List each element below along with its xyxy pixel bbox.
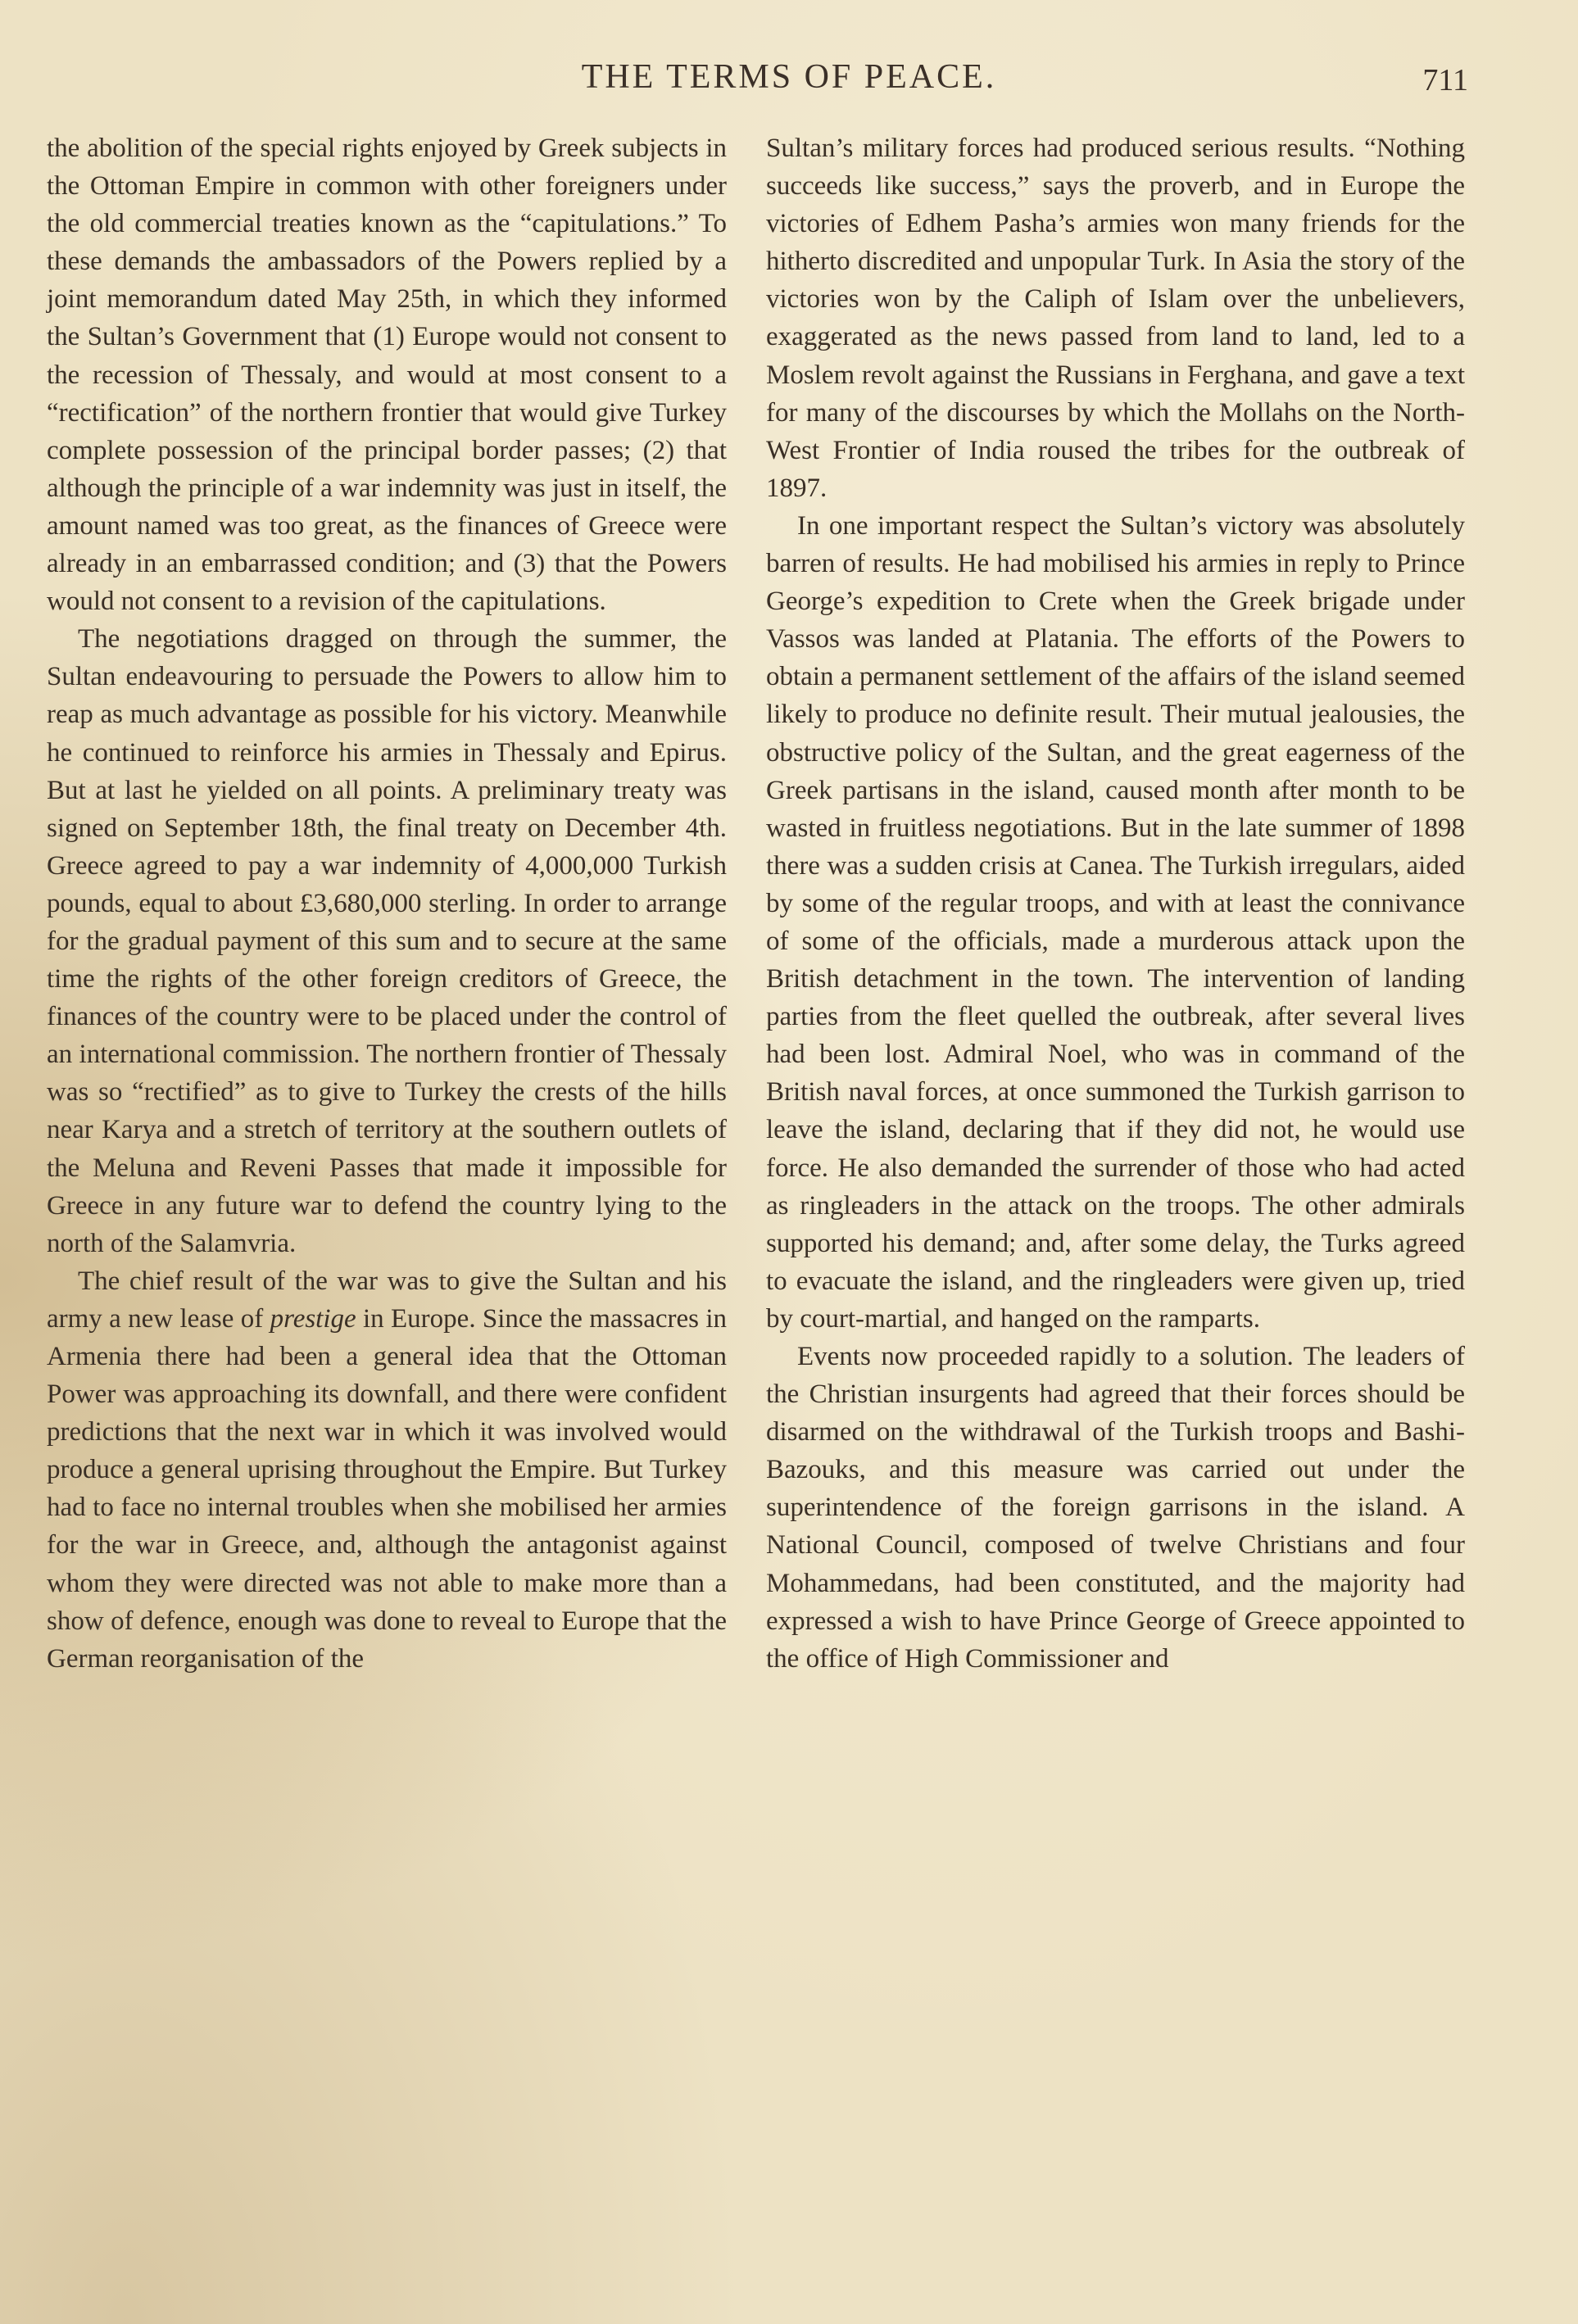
page-number: 711 [1422,63,1468,97]
paragraph [47,1262,727,1678]
paragraph: Events now proceeded rapidly to a solution. The leaders of the Christian insurgents had agreed that their forces should be disarmed on the withdrawal of the Turkish troops and Bashi-Bazouks, and this measure was carried out under the superintendence of the foreign garrisons in the island. A National Council, composed of twelve Christians and four Mohammedans, had been constituted, and the majority had expressed a wish to have Prince George of Greece appointed to the office of High Commissioner and [766,1342,1465,1674]
paragraph: Sultan’s military forces had produced serious results. “Nothing succeeds like success,” says the proverb, and in Europe the victories of Edhem Pasha’s armies won many friends for the hitherto discredited and unpopular Turk. In Asia the story of the victories won by the Caliph of Islam over the unbelievers, exaggerated as the news passed from land to land, led to a Moslem revolt against the Russians in Ferghana, and gave a text for many of the discourses by which the Mollahs on the North-West Frontier of India roused the tribes for the outbreak of 1897. [766,134,1465,503]
left-column [47,129,727,1678]
paragraph: In one important respect the Sultan’s victory was absolutely barren of results. He had mobilised his armies in reply to Prince George’s expedition to Crete when the Greek brigade under Vassos was landed at Platania. The efforts of the Powers to obtain a permanent settlement of the affairs of the island seemed likely to produce no definite result. Their mutual jealousies, the obstructive policy of the Sultan, and the great eagerness of the Greek partisans in the island, caused month after month to be wasted in fruitless negotiations. But in the late summer of 1898 there was a sudden crisis at Canea. The Turkish irregulars, aided by some of the regular troops, and with at least the connivance of some of the officials, made a murderous attack upon the British detachment in the town. The intervention of landing parties from the fleet quelled the outbreak, after several lives had been lost. Admiral Noel, who was in command of the British naval forces, at once summoned the Turkish garrison to leave the island, declaring that if they did not, he would use force. He also demanded the surrender of those who had acted as ringleaders in the attack on the troops. The other admirals supported his demand; and, after some delay, the Turks agreed to evacuate the island, and the ringleaders were given up, tried by court-martial, and hanged on the ramparts. [766,510,1465,1334]
paragraph: the abolition of the special rights enjoyed by Greek subjects in the Ottoman Empire in common with other foreigners under the old commercial treaties known as the “capitulations.” To these demands the ambassadors of the Powers replied by a joint memorandum dated May 25th, in which they informed the Sultan’s Government that (1) Europe would not consent to the recession of Thessaly, and would at most consent to a “rectification” of the northern frontier that would give Turkey complete possession of the principal border passes; (2) that although the principle of a war indemnity was just in itself, the amount named was too great, as the finances of Greece were already in an embarrassed condition; and (3) that the Powers would not consent to a revision of the capitulations. [47,134,727,617]
right-column [766,129,1465,1678]
paragraph: The negotiations dragged on through the summer, the Sultan endeavouring to persuade the Powers to allow him to reap as much advantage as possible for his victory. Meanwhile he continued to reinforce his armies in Thessaly and Epirus. But at last he yielded on all points. A preliminary treaty was signed on September 18th, the final treaty on December 4th. Greece agreed to pay a war indemnity of 4,000,000 Turkish pounds, equal to about £3,680,000 sterling. In order to arrange for the gradual payment of this sum and to secure at the same time the rights of the other foreign creditors of Greece, the finances of the country were to be placed under the control of an international commission. The northern frontier of Thessaly was so “rectified” as to give to Turkey the crests of the hills near Karya and a stretch of territory at the southern outlets of the Meluna and Reveni Passes that made it impossible for Greece in any future war to defend the country lying to the north of the Salamvria. [47,624,727,1258]
italic-word: prestige [270,1303,356,1334]
page-header [0,57,1578,106]
paragraph-text: in Europe. Since the massacres in Armenia there had been a general idea that the Ottoman Power was approaching its downfall, and there were confident predictions that the next war in which it was involved would produce a general uprising throughout the Empire. But Turkey had to face no internal troubles when she mobilised her armies for the war in Greece, and, although the antagonist against whom they were directed was not able to make more than a show of defence, enough was done to reveal to Europe that the German reorganisation of the [47,1303,727,1674]
running-title: THE TERMS OF PEACE. [581,58,997,96]
paragraph-text: The chief result of the war was to give the Sultan and his army a new lease of [47,1266,727,1334]
